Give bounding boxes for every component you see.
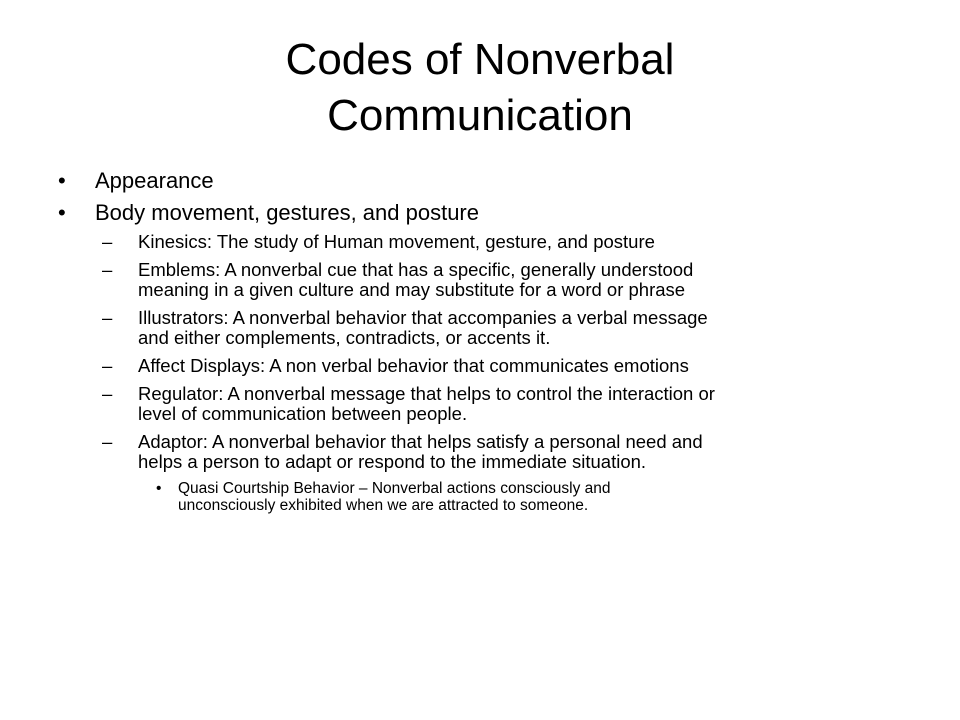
- bullet-appearance: [58, 168, 918, 194]
- bullet-marker: •: [58, 168, 66, 193]
- dash-marker: –: [102, 383, 113, 404]
- subsubitem-line: Quasi Courtship Behavior – Nonverbal actions consciously and: [178, 480, 611, 497]
- bullet-text: Appearance: [95, 168, 214, 193]
- subsubitem-quasi-courtship: [58, 480, 918, 514]
- slide-title: [120, 32, 840, 144]
- subitem-line: helps a person to adapt or respond to the immediate situation.: [138, 451, 647, 472]
- subitem-affect-displays: [58, 356, 918, 376]
- subitem-line: and either complements, contradicts, or accents it.: [138, 327, 551, 348]
- subsubitem-line: unconsciously exhibited when we are attracted to someone.: [178, 497, 589, 514]
- subitem-line: Emblems: A nonverbal cue that has a specific, generally understood: [138, 259, 694, 280]
- subitem-line: Illustrators: A nonverbal behavior that accompanies a verbal message: [138, 307, 708, 328]
- dash-marker: –: [102, 355, 113, 376]
- subitem-line: meaning in a given culture and may substitute for a word or phrase: [138, 279, 686, 300]
- subitem-kinesics: [58, 232, 918, 252]
- subitem-regulator: [58, 384, 918, 424]
- bullet-marker: •: [58, 200, 66, 225]
- subitem-line: level of communication between people.: [138, 403, 468, 424]
- subitem-line: Regulator: A nonverbal message that helps to control the interaction or: [138, 383, 715, 404]
- subitem-line: Kinesics: The study of Human movement, gesture, and posture: [138, 231, 655, 252]
- bullet-marker: •: [156, 480, 162, 497]
- bullet-body-movement: [58, 200, 918, 226]
- subitem-emblems: [58, 260, 918, 300]
- subitem-line: Affect Displays: A non verbal behavior that communicates emotions: [138, 355, 689, 376]
- dash-marker: –: [102, 259, 113, 280]
- dash-marker: –: [102, 307, 113, 328]
- subitem-line: Adaptor: A nonverbal behavior that helps satisfy a personal need and: [138, 431, 703, 452]
- bullet-text: Body movement, gestures, and posture: [95, 200, 479, 225]
- dash-marker: –: [102, 431, 113, 452]
- title-line-1: Codes of Nonverbal: [285, 35, 675, 84]
- slide-content: [58, 168, 918, 514]
- dash-marker: –: [102, 231, 113, 252]
- subitem-adaptor: [58, 432, 918, 472]
- subitem-illustrators: [58, 308, 918, 348]
- title-line-2: Communication: [327, 91, 633, 140]
